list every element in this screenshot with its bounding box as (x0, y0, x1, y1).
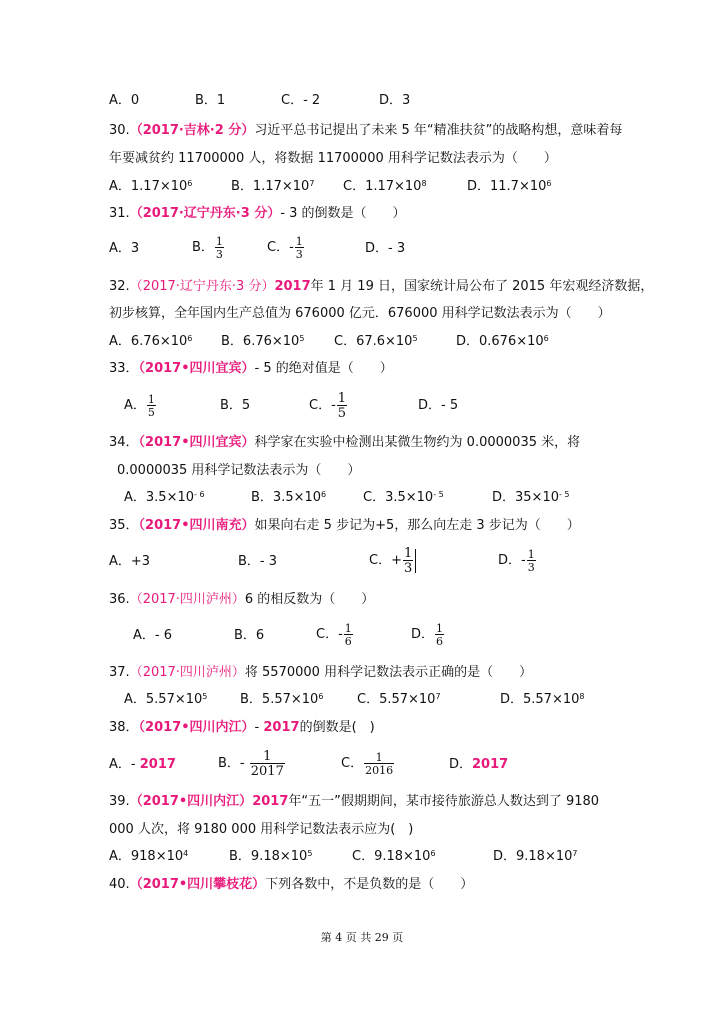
fraction: $\frac{1}{3}$ (215, 234, 223, 261)
question-source: （2017·吉林·2 分） (129, 123, 255, 138)
fraction: $\frac{1}{5}$ (147, 392, 155, 419)
option-a: A．3 (109, 241, 140, 256)
option-d: D． $\frac{1}{6}$ (411, 621, 444, 648)
option-d: D．3 (379, 93, 411, 108)
option-b: B．$1.17\times 10^7$ (231, 179, 315, 194)
option-d: D．$11.7\times 10^6$ (467, 179, 552, 194)
option-d: D．$5.57\times 10^8$ (500, 692, 585, 707)
option-c: C．$1.17\times 10^8$ (343, 179, 427, 194)
option-a: A． $\frac{1}{5}$ (124, 392, 155, 419)
question-35: 35．（2017•四川南充）如果向右走 5 步记为+5，那么向左走 3 步记为（ ） (109, 518, 580, 533)
option-c: C． $\frac{1}{2016}$ (341, 750, 394, 777)
question-36: 36.（2017·四川泸州）6 的相反数为（ ） (109, 592, 375, 607)
option-d: D．- 3 (365, 241, 406, 256)
option-b: B．$3.5\times 10^6$ (251, 490, 327, 505)
option-d: D．$0.676\times 10^6$ (456, 334, 549, 349)
option-c: C．- $\frac{1}{6}$ (316, 621, 352, 648)
option-b: B．- $\frac{1}{2017}$ (218, 748, 284, 779)
fraction: $\frac{1}{2017}$ (250, 748, 284, 779)
option-c: C．- $\frac{1}{5}$ (309, 390, 347, 421)
option-b: B．$9.18\times 10^5$ (229, 849, 313, 864)
fraction: $\frac{1}{6}$ (344, 621, 352, 648)
question-30-line2: 年要减贫约 11700000 人，将数据 11700000 用科学记数法表示为（ ） (109, 151, 557, 166)
option-a: A．$6.76\times 10^6$ (109, 334, 193, 349)
text-cursor (415, 549, 416, 573)
fraction: $\frac{1}{5}$ (337, 390, 347, 421)
option-d: D．$9.18\times 10^7$ (493, 849, 578, 864)
option-d: D．- 5 (418, 398, 459, 413)
option-c: C．$9.18\times 10^6$ (352, 849, 436, 864)
option-a: A．- 6 (133, 628, 172, 643)
question-40: 40.（2017•四川攀枝花）下列各数中，不是负数的是（ ） (109, 877, 474, 892)
question-34-line2: 0.0000035 用科学记数法表示为（ ） (117, 463, 361, 478)
question-39-line2: 000 人次，将 9180 000 用科学记数法表示应为( ) (109, 822, 414, 837)
option-d: D．$35\times 10^{- 5}$ (492, 490, 570, 505)
option-a: A．0 (109, 93, 140, 108)
option-a: A．- 2017 (109, 757, 176, 772)
option-c: C．$3.5\times 10^{- 5}$ (363, 490, 444, 505)
page-footer: 第 4 页 共 29 页 (320, 931, 404, 944)
fraction: $\frac{1}{3}$ (403, 545, 413, 576)
option-b: B．$6.76\times 10^5$ (221, 334, 305, 349)
option-b: B．- 3 (238, 554, 278, 569)
option-c: C．$67.6\times 10^5$ (334, 334, 418, 349)
question-32-line2: 初步核算，全年国内生产总值为 676000 亿元．676000 用科学记数法表示为（ ） (109, 306, 611, 321)
fraction: $\frac{1}{3}$ (295, 234, 303, 261)
option-a: A．+3 (109, 554, 151, 569)
question-32: 32.（2017·辽宁丹东·3 分）2017年 1 月 19 日，国家统计局公布了 2015 年宏观经济数据， (109, 279, 654, 294)
option-b: B． $\frac{1}{3}$ (192, 234, 223, 261)
question-38: 38．（2017•四川内江）- 2017的倒数是( ) (109, 720, 375, 735)
option-a: A．$5.57\times 10^5$ (124, 692, 208, 707)
option-a: A．$1.17\times 10^6$ (109, 179, 193, 194)
fraction: $\frac{1}{3}$ (527, 547, 535, 574)
question-33: 33．（2017•四川宜宾）- 5 的绝对值是（ ） (109, 361, 393, 376)
option-c: C．$5.57\times 10^7$ (357, 692, 441, 707)
option-d: D．- $\frac{1}{3}$ (498, 547, 535, 574)
option-c: C．- $\frac{1}{3}$ (267, 234, 303, 261)
option-b: B．5 (220, 398, 251, 413)
fraction: $\frac{1}{2016}$ (365, 750, 394, 777)
fraction: $\frac{1}{6}$ (436, 621, 444, 648)
option-a: A．$918\times 10^4$ (109, 849, 189, 864)
option-b: B．$5.57\times 10^6$ (240, 692, 324, 707)
option-d: D．2017 (449, 757, 509, 772)
option-a: A．$3.5\times 10^{- 6}$ (124, 490, 205, 505)
question-34: 34．（2017•四川宜宾）科学家在实验中检测出某微生物约为 0.0000035 米，将 (109, 435, 581, 450)
option-b: B．1 (195, 93, 226, 108)
question-37: 37.（2017·四川泸州）将 5570000 用科学记数法表示正确的是（ ） (109, 665, 533, 680)
question-30: 30.（2017·吉林·2 分）习近平总书记提出了未来 5 年“精准扶贫”的战略构想，意味着每 (109, 123, 623, 138)
question-31: 31.（2017·辽宁丹东·3 分）- 3 的倒数是（ ） (109, 206, 406, 221)
question-39: 39.（2017•四川内江）2017年“五一”假期期间，某市接待旅游总人数达到了 9180 (109, 794, 600, 809)
option-b: B．6 (234, 628, 265, 643)
option-c: C．+ $\frac{1}{3}$ (369, 543, 416, 579)
option-c: C．- 2 (281, 93, 321, 108)
